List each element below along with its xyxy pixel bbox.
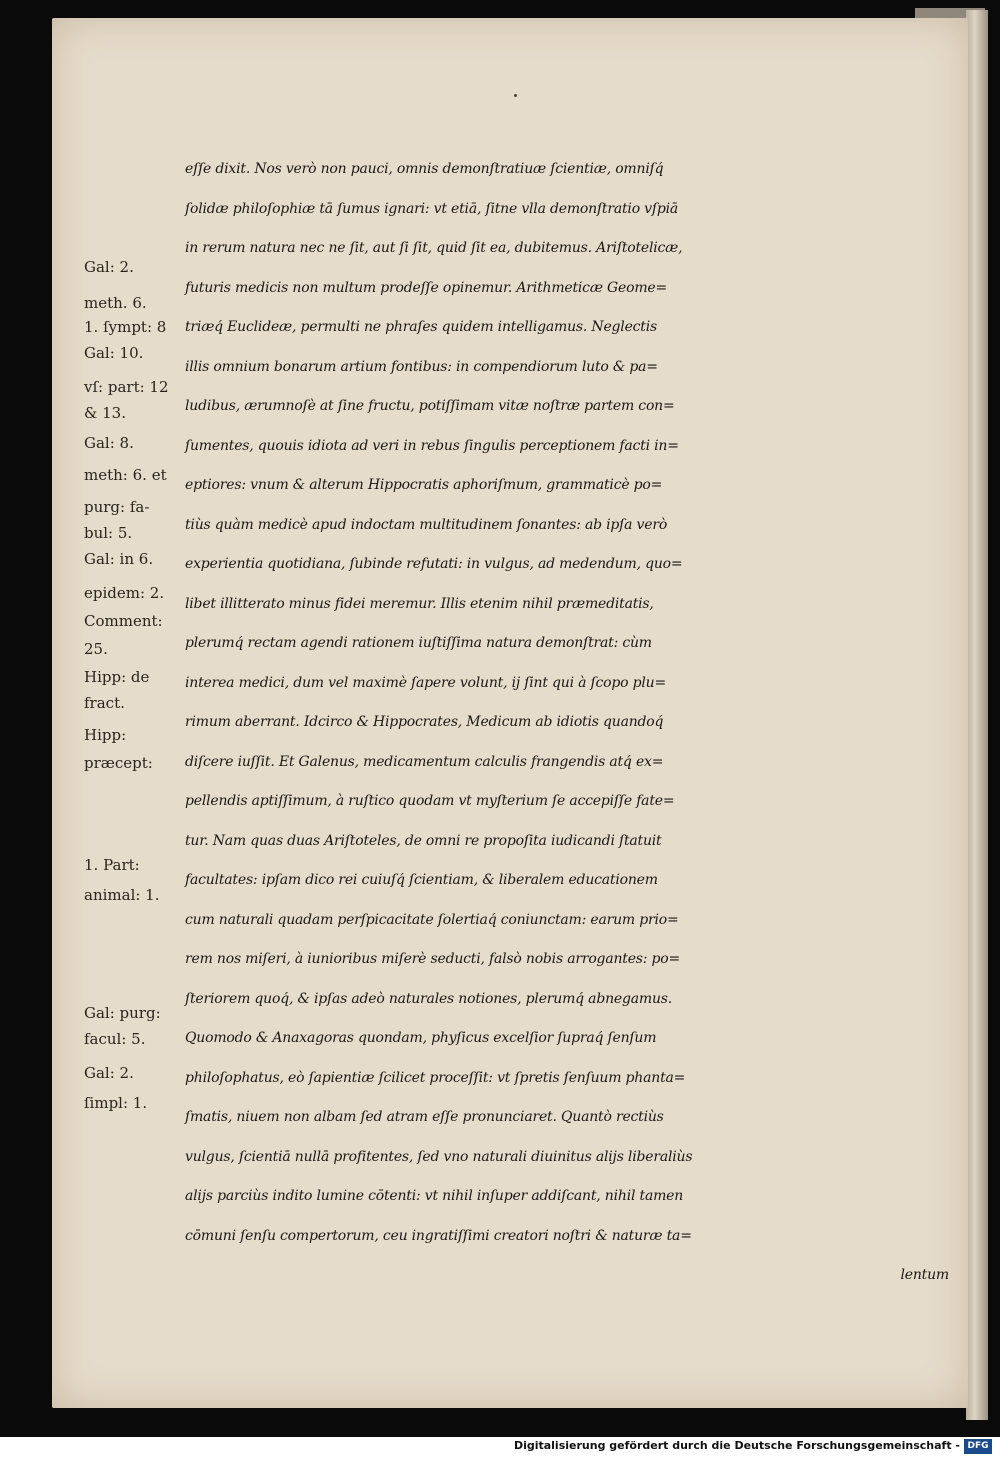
text-line: rimum aberrant. Idcirco & Hippocrates, Medicum ab idiotis quandoq́	[185, 714, 664, 730]
text-line: cōmuni ſenſu compertorum, ceu ingratiſſimi creatori noſtri & naturæ ta=	[185, 1227, 692, 1244]
text-line: ludibus, ærumnoſè at ſine fructu, potiſſimam vitæ noſtræ partem con=	[185, 398, 675, 414]
margin-note: meth. 6.	[84, 294, 147, 312]
catchword: lentum	[900, 1267, 949, 1283]
text-line: libet illitterato minus fidei meremur. Illis etenim nihil præmeditatis,	[185, 595, 654, 612]
text-line: plerumq́ rectam agendi rationem iuſtiſſima natura demonſtrat: cùm	[185, 635, 652, 651]
page-blemish	[514, 94, 517, 97]
text-line: philoſophatus, eò ſapientiæ ſcilicet proceſſit: vt ſpretis ſenſuum phanta=	[185, 1069, 686, 1086]
margin-note: 1. Part:	[84, 856, 140, 874]
margin-note: vſ: part: 12	[84, 378, 169, 396]
dfg-logo: DFG	[964, 1439, 992, 1454]
text-line: vulgus, ſcientiā nullā profitentes, ſed vno naturali diuinitus alijs liberaliùs	[185, 1148, 693, 1165]
text-line: facultates: ipſam dico rei cuiuſq́ ſcientiam, & liberalem educationem	[185, 872, 658, 888]
text-line: Quomodo & Anaxagoras quondam, phyſicus excelſior ſupraq́ ſenſum	[185, 1030, 657, 1046]
text-line: eſſe dixit. Nos verò non pauci, omnis demonſtratiuæ ſcientiæ, omniſq́	[185, 161, 664, 177]
text-line: cum naturali quadam perſpicacitate ſolertiaq́ coniunctam: earum prio=	[185, 911, 679, 928]
margin-note: fract.	[84, 694, 125, 712]
text-line: ſumentes, quouis idiota ad veri in rebus ſingulis perceptionem facti in=	[185, 437, 679, 454]
funding-credit: Digitalisierung gefördert durch die Deutsche Forschungsgemeinschaft -	[513, 1439, 960, 1452]
margin-note: Gal: 10.	[84, 344, 144, 362]
margin-note: ſimpl: 1.	[84, 1094, 148, 1112]
margin-note: 25.	[84, 640, 108, 658]
text-line: ſteriorem quoq́, & ipſas adeò naturales notiones, plerumq́ abnegamus.	[185, 990, 673, 1007]
margin-note: Gal: in 6.	[84, 550, 154, 568]
margin-note: animal: 1.	[84, 886, 160, 904]
text-line: interea medici, dum vel maximè ſapere volunt, ij ſint qui à ſcopo plu=	[185, 674, 667, 691]
text-line: tur. Nam quas duas Ariſtoteles, de omni re propoſita iudicandi ſtatuit	[185, 832, 662, 849]
margin-note: Gal: 8.	[84, 434, 134, 452]
margin-note: Hipp:	[84, 726, 127, 744]
margin-note: meth: 6. et	[84, 466, 167, 484]
text-line: pellendis aptiſſimum, à ruſtico quodam vt myſterium ſe accepiſſe fate=	[185, 793, 675, 809]
text-line: illis omnium bonarum artium fontibus: in compendiorum luto & pa=	[185, 358, 658, 375]
text-line: eptiores: vnum & alterum Hippocratis aphoriſmum, grammaticè po=	[185, 477, 663, 493]
margin-note: & 13.	[84, 404, 126, 422]
body-text	[185, 150, 955, 1296]
margin-note: Gal: 2.	[84, 1064, 134, 1082]
margin-note: Gal: 2.	[84, 258, 134, 276]
text-line: tiùs quàm medicè apud indoctam multitudinem ſonantes: ab ipſa verò	[185, 516, 668, 533]
margin-note: epidem: 2.	[84, 584, 165, 602]
margin-note: 1. ſympt: 8	[84, 318, 167, 336]
margin-note: Hipp: de	[84, 668, 150, 686]
margin-note: facul: 5.	[84, 1030, 146, 1048]
footer-bar	[0, 1437, 1000, 1457]
text-line: alijs parciùs indito lumine cōtenti: vt nihil inſuper addiſcant, nihil tamen	[185, 1188, 684, 1204]
text-line: ſolidæ philoſophiæ tā ſumus ignari: vt etiā, ſitne vlla demonſtratio vſpiā	[185, 200, 679, 217]
text-line: futuris medicis non multum prodeſſe opinemur. Arithmeticæ Geome=	[185, 279, 668, 296]
text-line: in rerum natura nec ne ſit, aut ſi ſit, quid ſit ea, dubitemus. Ariſtotelicæ,	[185, 240, 683, 256]
text-line: diſcere iuſſit. Et Galenus, medicamentum calculis frangendis atq́ ex=	[185, 753, 664, 770]
text-line: rem nos miſeri, à iunioribus miſerè seducti, falsò nobis arrogantes: po=	[185, 951, 681, 967]
text-line: ſmatis, niuem non albam ſed atram eſſe pronunciaret. Quantò rectiùs	[185, 1109, 664, 1125]
text-line: triæq́ Euclideæ, permulti ne phraſes quidem intelligamus. Neglectis	[185, 319, 657, 335]
margin-note: præcept:	[84, 754, 153, 772]
margin-note: Gal: purg:	[84, 1004, 161, 1022]
margin-note: bul: 5.	[84, 524, 133, 542]
margin-note: Comment:	[84, 612, 163, 630]
text-line: experientia quotidiana, ſubinde refutati: in vulgus, ad medendum, quo=	[185, 556, 683, 572]
page-edge	[966, 10, 988, 1420]
margin-note: purg: fa-	[84, 498, 150, 516]
